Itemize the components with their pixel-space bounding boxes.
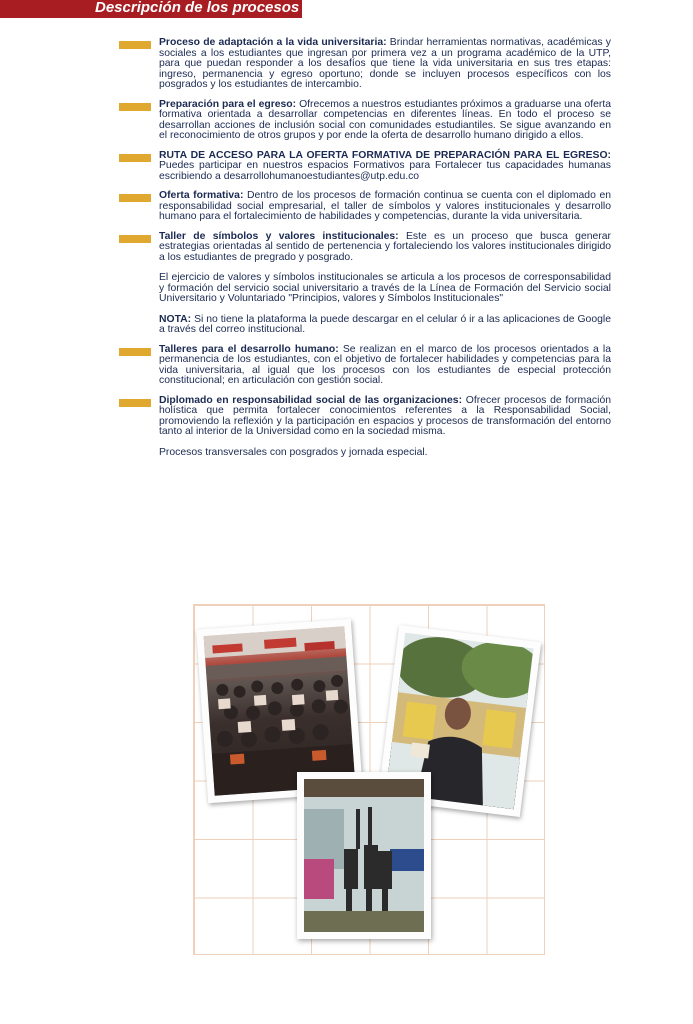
page-title: Descripción de los procesos	[95, 0, 300, 16]
bullet-bar-icon	[119, 41, 151, 49]
process-item-human-development	[119, 345, 611, 387]
bullet-bar-icon	[119, 235, 151, 243]
item-label: Preparación para el egreso:	[159, 98, 297, 110]
bullet-bar-icon	[119, 399, 151, 407]
item-extra-paragraph: Procesos transversales con posgrados y jornada especial.	[159, 446, 428, 458]
process-list	[119, 38, 611, 467]
process-item-training-offer	[119, 191, 611, 223]
note-paragraph	[159, 315, 611, 336]
item-paragraph	[159, 151, 611, 183]
note-text: Si no tiene la plataforma la puede descargar en el celular ó ir a las aplicaciones de Google a través del correo institucional.	[159, 313, 611, 335]
process-item-symbols-workshop	[119, 232, 611, 336]
item-text: Ofrecer procesos de formación holística que permita fortalecer conocimientos referentes a la Responsabilidad Social, promoviendo la reflexión y la participación en espacios y procesos de transformación del entorno tanto al interior de la Universidad como en la sociedad misma.	[159, 394, 611, 437]
item-paragraph	[159, 191, 611, 223]
auditorium-image	[204, 626, 356, 795]
group-activity-photo	[297, 772, 431, 939]
item-label: Taller de símbolos y valores institucionales:	[159, 230, 399, 242]
item-text: Se realizan en el marco de los procesos orientados a la permanencia de los estudiantes, con el objetivo de fortalecer habilidades y competencias para la vida universitaria, al igual que los procesos con los estudiantes de especial protección constitucional; en articulación con gestión social.	[159, 343, 611, 386]
item-text: Puedes participar en nuestros espacios Formativos para Fortalecer tus capacidades humanas escribiendo a desarrollohumanoestudiantes@utp.edu.co	[159, 160, 611, 182]
item-label: RUTA DE ACCESO PARA LA OFERTA FORMATIVA DE PREPARACIÓN PARA EL EGRESO:	[159, 149, 611, 161]
item-paragraph	[159, 38, 611, 91]
item-paragraph	[159, 232, 611, 264]
process-item-social-responsibility	[119, 396, 611, 459]
item-paragraph	[159, 100, 611, 142]
item-paragraph	[159, 396, 611, 438]
bullet-bar-icon	[119, 103, 151, 111]
item-label: Talleres para el desarrollo humano:	[159, 343, 339, 355]
item-text: Este es un proceso que busca generar estrategias orientadas al sentido de pertenencia y fortaleciendo los valores institucionales dirigido a los estudiantes de pregrado y posgrado.	[159, 230, 611, 263]
item-text: Dentro de los procesos de formación continua se cuenta con el diplomado en responsabilidad social empresarial, el taller de símbolos y valores institucionales y desarrollo humano para el fortalecimiento de habilidades y competencias, durante la vida universitaria.	[159, 190, 611, 222]
item-label: Proceso de adaptación a la vida universitaria:	[159, 37, 387, 48]
item-paragraph	[159, 345, 611, 387]
group-activity-image	[304, 779, 424, 932]
item-text: Brindar herramientas normativas, académicas y sociales a los estudiantes que ingresan por primera vez a un programa académico de la UTP, para que puedan responder a los desafíos que tiene la vida universitaria en sus tres etapas: ingreso, permanencia y egreso oportuno; donde se incluyen procesos específicos con los posgrados y los estudiantes de intercambio.	[159, 37, 611, 90]
item-label: Diplomado en responsabilidad social de las organizaciones:	[159, 394, 463, 406]
note-label: NOTA:	[159, 313, 192, 325]
bullet-bar-icon	[119, 348, 151, 356]
item-label: Oferta formativa:	[159, 190, 244, 201]
bullet-bar-icon	[119, 194, 151, 202]
process-item-adaptation	[119, 38, 611, 91]
process-item-access-route	[119, 151, 611, 183]
item-text: Ofrecemos a nuestros estudiantes próximos a graduarse una oferta formativa orientada a desarrollar competencias en diferentes líneas. En todo el proceso se desarrollan acciones de inclusión social con comunidades estudiantiles. Se sigue avanzando en el reconocimiento de otros grupos y por ende la oferta de desarrollo humano dirigido a ellos.	[159, 98, 611, 141]
item-extra-paragraph: El ejercicio de valores y símbolos institucionales se articula a los procesos de corresponsabilidad y formación del servicio social universitario a través de la Línea de Formación del Servicio social Universitario y Voluntariado "Principios, valores y Símbolos Institucionales"	[159, 272, 611, 304]
process-item-graduation-prep	[119, 100, 611, 142]
bullet-bar-icon	[119, 154, 151, 162]
